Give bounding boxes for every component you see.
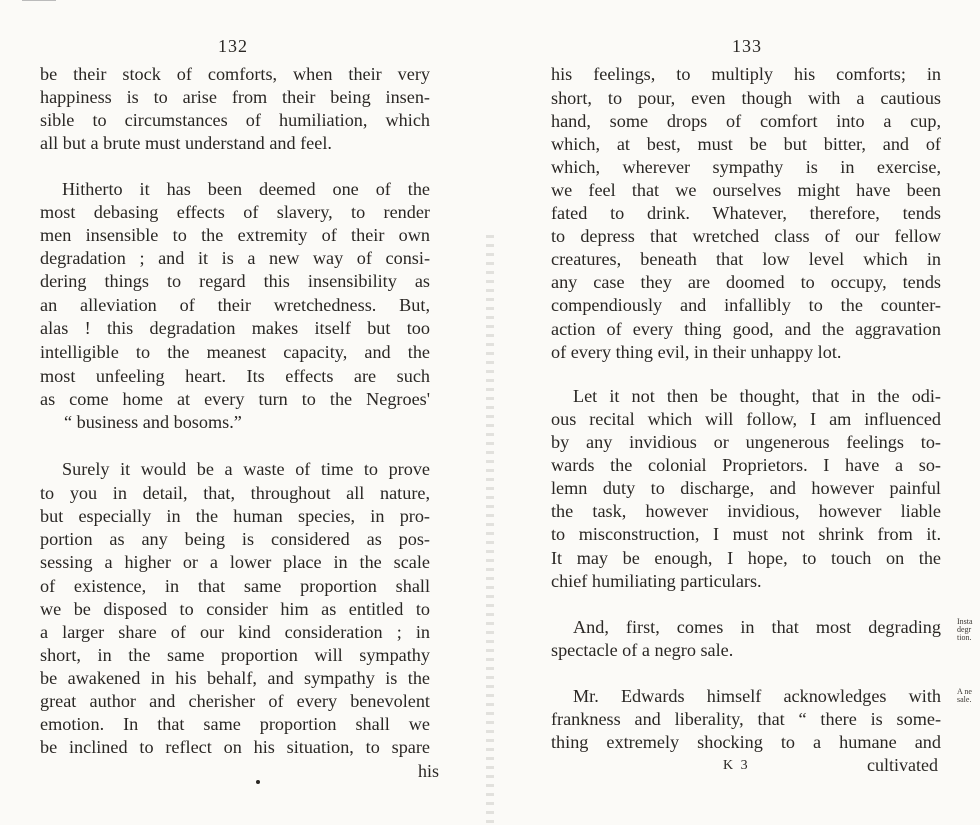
text-line: Hitherto it has been deemed one of the (62, 179, 430, 199)
margin-note-instance (957, 618, 973, 642)
text-line: of existence, in that same proportion shall (40, 576, 430, 596)
text-line: action of every thing good, and the aggravation (551, 319, 941, 339)
text-line: men insensible to the extremity of their own (40, 225, 430, 245)
text-line: lemn duty to discharge, and however painful (551, 478, 941, 498)
text-line: intelligible to the meanest capacity, and the (40, 342, 430, 362)
text-line: any case they are doomed to occupy, tends (551, 272, 941, 292)
text-line: be inclined to reflect on his situation, to spare (40, 737, 430, 757)
top-edge-mark (22, 0, 56, 1)
text-line: all but a brute must understand and feel. (40, 133, 332, 153)
text-line: dering things to regard this insensibility as (40, 271, 430, 291)
catchword-right: cultivated (867, 755, 938, 775)
catchword-left: his (418, 761, 440, 781)
text-line: to you in detail, that, throughout all nature, (40, 483, 430, 503)
text-line: fated to drink. Whatever, therefore, tends (551, 203, 941, 223)
text-line: we be disposed to consider him as entitled to (40, 599, 430, 619)
page-number-left: 132 (218, 36, 248, 56)
text-line: the task, however invidious, however liable (551, 501, 941, 521)
text-line: we feel that we ourselves might have been (551, 180, 941, 200)
text-line: degradation ; and it is a new way of consi- (40, 248, 430, 268)
text-line: Surely it would be a waste of time to prove (62, 459, 430, 479)
text-line: It may be enough, I hope, to touch on the (551, 548, 941, 568)
text-line: but especially in the human species, in pro- (40, 506, 430, 526)
text-line: Mr. Edwards himself acknowledges with (573, 686, 941, 706)
text-line: And, first, comes in that most degrading (573, 617, 941, 637)
margin-note-line: degr (957, 625, 972, 634)
text-line: great author and cherisher of every benevolent (40, 691, 430, 711)
signature-mark: K 3 (723, 758, 750, 773)
margin-note-line: sale. (957, 695, 972, 704)
text-line: alas ! this degradation makes itself but too (40, 318, 430, 338)
text-line: happiness is to arise from their being insen- (40, 87, 430, 107)
text-line: which, wherever sympathy is in exercise, (551, 157, 941, 177)
text-line: by any invidious or ungenerous feelings to- (551, 432, 941, 452)
page-number-right: 133 (732, 36, 762, 56)
text-line: as come home at every turn to the Negroes' (40, 389, 430, 409)
text-line: ous recital which will follow, I am influenced (551, 409, 941, 429)
text-line: be awakened in his behalf, and sympathy is the (40, 668, 430, 688)
margin-note-line: A ne (957, 687, 972, 696)
book-gutter (486, 235, 494, 825)
text-line: most unfeeling heart. Its effects are such (40, 366, 430, 386)
text-line: thing extremely shocking to a humane and (551, 732, 941, 752)
text-line: his feelings, to multiply his comforts; in (551, 64, 941, 84)
text-line: frankness and liberality, that “ there is some- (551, 709, 941, 729)
text-line: wards the colonial Proprietors. I have a so- (551, 455, 941, 475)
text-line: which, at best, must be but bitter, and of (551, 134, 941, 154)
text-line: to depress that wretched class of our fellow (551, 226, 941, 246)
text-line: an alleviation of their wretchedness. But, (40, 295, 430, 315)
text-line: “ business and bosoms.” (64, 412, 242, 432)
text-line: chief humiliating particulars. (551, 571, 762, 591)
margin-note-line: tion. (957, 633, 972, 642)
margin-note-line: Insta (957, 617, 973, 626)
text-line: emotion. In that same proportion shall we (40, 714, 430, 734)
text-line: to misconstruction, I must not shrink from it. (551, 524, 941, 544)
text-line: be their stock of comforts, when their very (40, 64, 430, 84)
text-line: sessing a higher or a lower place in the scale (40, 552, 430, 572)
text-line: portion as any being is considered as pos- (40, 529, 430, 549)
text-line: a larger share of our kind consideration ; in (40, 622, 430, 642)
text-line: short, to pour, even though with a cautious (551, 88, 941, 108)
ink-speck (256, 780, 260, 784)
margin-note-sale (957, 688, 972, 704)
text-line: spectacle of a negro sale. (551, 640, 734, 660)
text-line: compendiously and infallibly to the counter- (551, 295, 941, 315)
text-line: Let it not then be thought, that in the odi- (573, 386, 941, 406)
text-line: hand, some drops of comfort into a cup, (551, 111, 941, 131)
text-line: creatures, beneath that low level which in (551, 249, 941, 269)
text-line: sible to circumstances of humiliation, which (40, 110, 430, 130)
text-line: short, in the same proportion will sympathy (40, 645, 430, 665)
text-line: most debasing effects of slavery, to render (40, 202, 430, 222)
text-line: of every thing evil, in their unhappy lot. (551, 342, 842, 362)
